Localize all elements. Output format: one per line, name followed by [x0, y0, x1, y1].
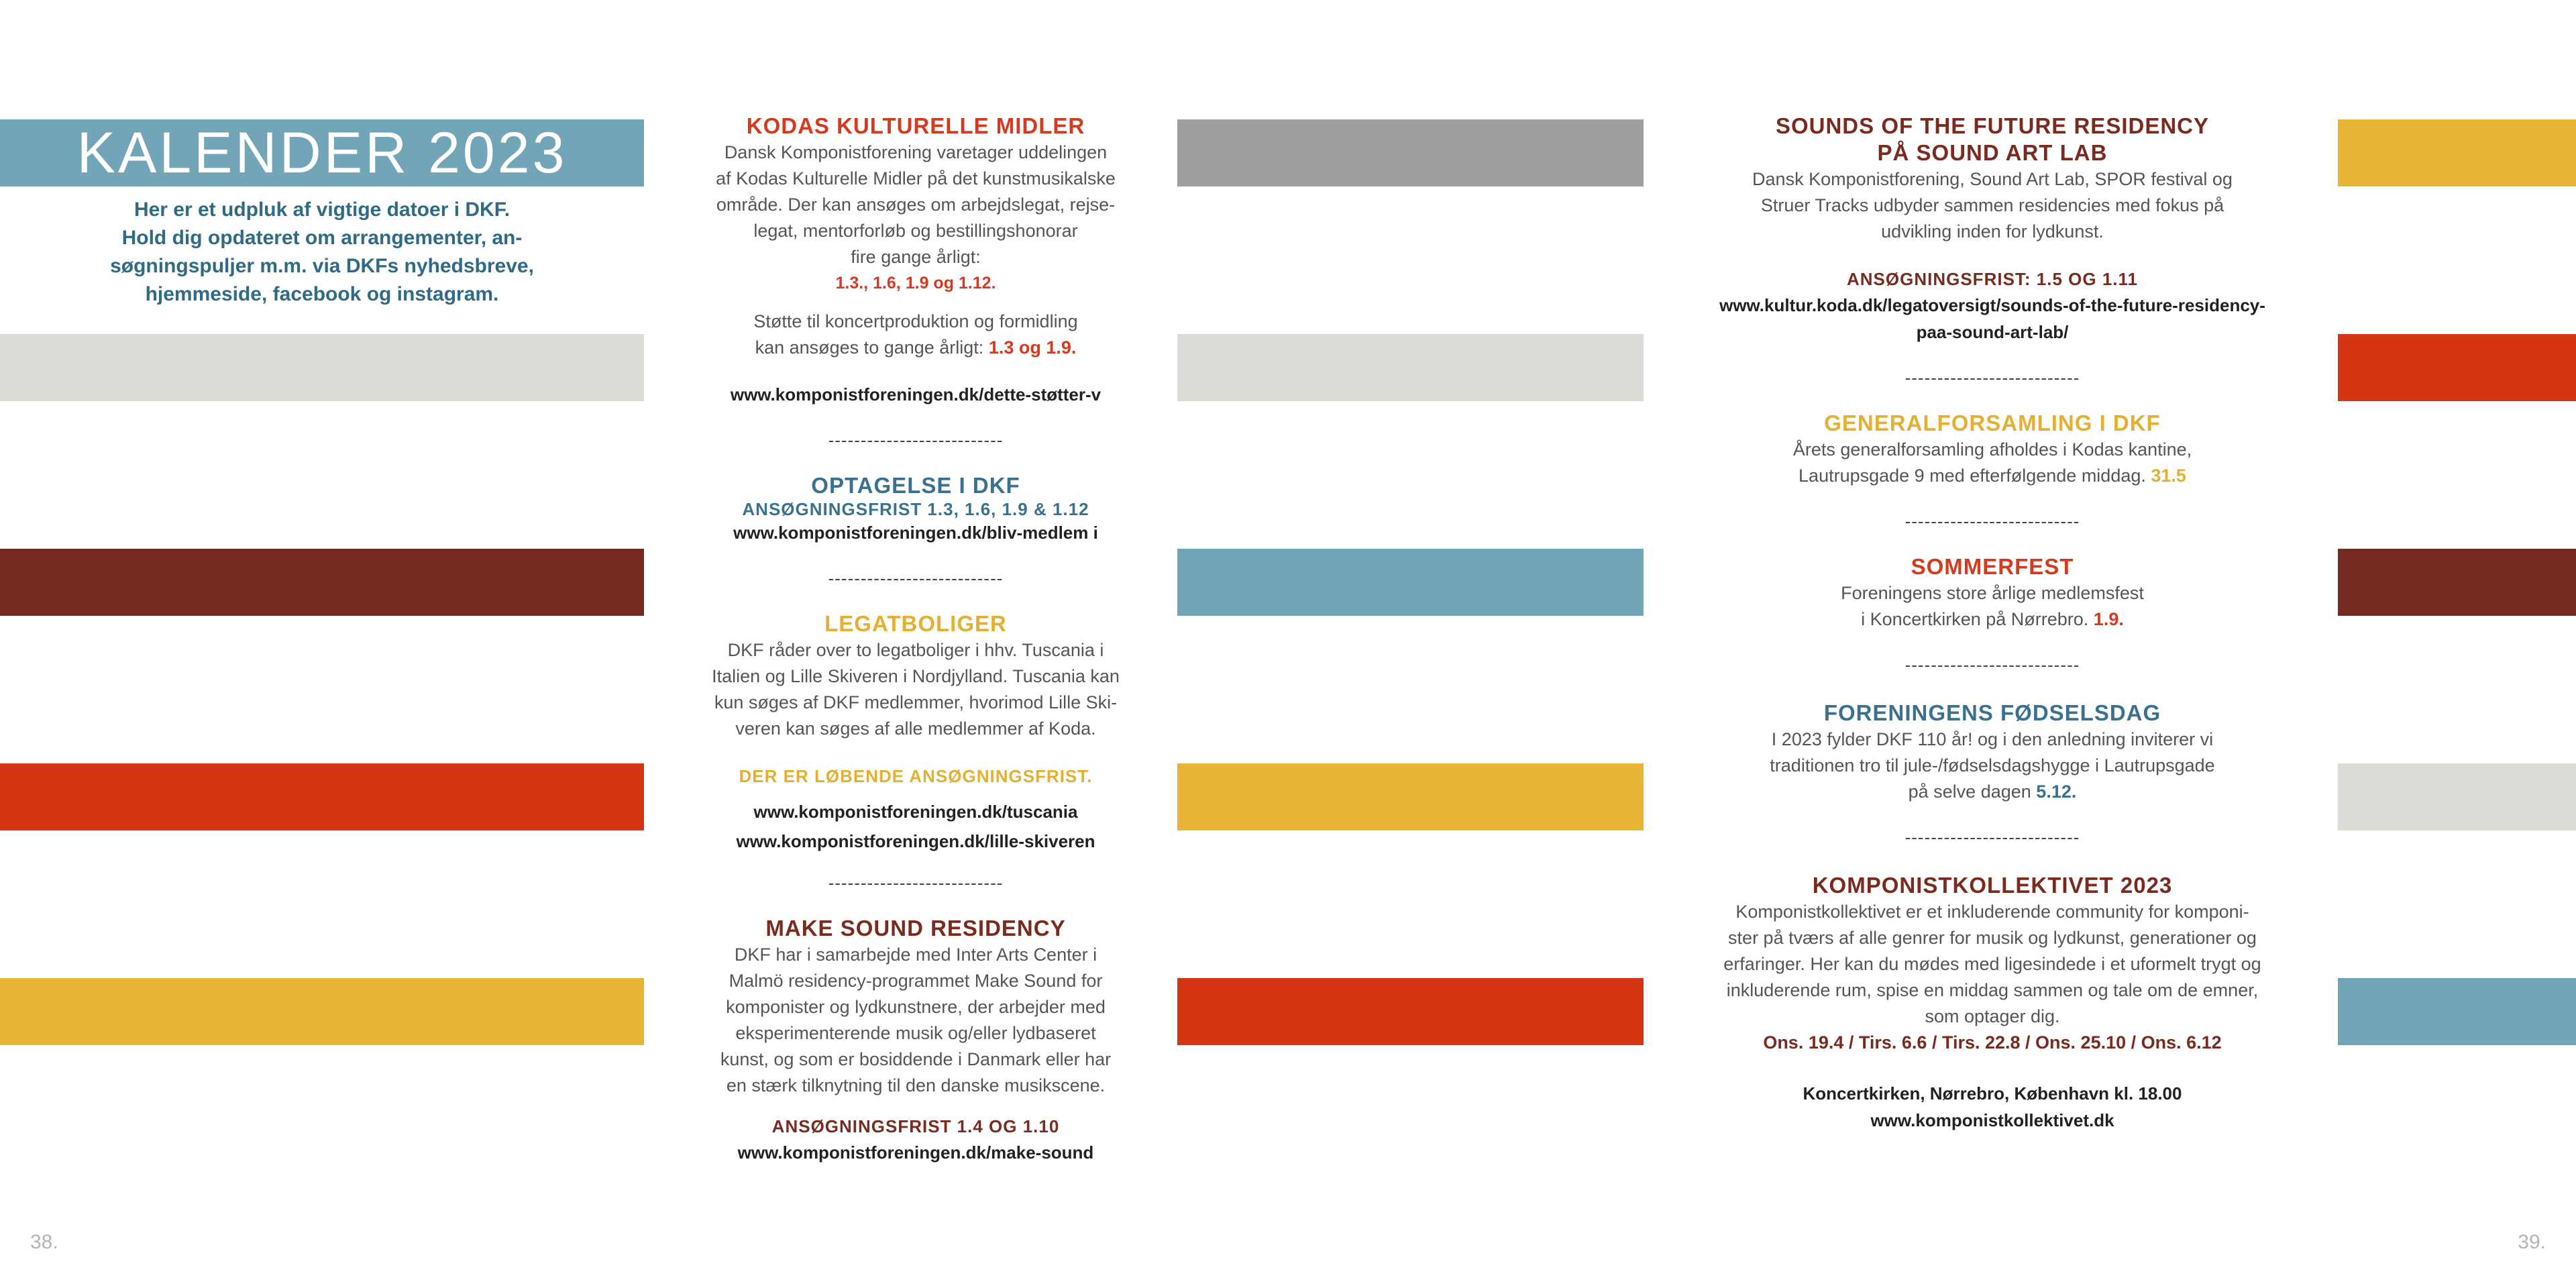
color-band-right-blue — [2338, 978, 2576, 1045]
legatboliger-heading: LEGATBOLIGER — [824, 611, 1007, 636]
legatboliger-deadline: DER ER LØBENDE ANSØGNINGSFRIST. — [739, 766, 1093, 786]
color-band-mid-gold — [1177, 763, 1644, 830]
kollektivet-venue: Koncertkirken, Nørrebro, København kl. 18.00 — [1803, 1083, 2182, 1104]
make-sound-link[interactable]: www.komponistforeningen.dk/make-sound — [737, 1142, 1094, 1163]
fodselsdag-body: I 2023 fylder DKF 110 år! og i den anledning inviterer vi traditionen tro til jule-/fødselsdagshygge i Lautrupsgade på selve dagen 5.12. — [1770, 729, 2215, 802]
column-middle — [678, 113, 1154, 1166]
fodselsdag-date: 5.12. — [2036, 782, 2077, 802]
lille-skiveren-link[interactable]: www.komponistforeningen.dk/lille-skiveren — [736, 831, 1095, 851]
sounds-future-heading: SOUNDS OF THE FUTURE RESIDENCY PÅ SOUND ART LAB — [1775, 113, 2210, 165]
sommerfest-heading: SOMMERFEST — [1911, 554, 2074, 579]
color-band-left-gold — [0, 978, 644, 1045]
separator: --------------------------- — [1904, 368, 2080, 388]
separator: --------------------------- — [828, 430, 1004, 450]
kollektivet-dates: Ons. 19.4 / Tirs. 6.6 / Tirs. 22.8 / Ons. 25.10 / Ons. 6.12 — [1763, 1032, 2222, 1053]
tuscania-link[interactable]: www.komponistforeningen.dk/tuscania — [753, 802, 1078, 822]
separator: --------------------------- — [1904, 827, 2080, 847]
separator: --------------------------- — [828, 873, 1004, 893]
make-sound-heading: MAKE SOUND RESIDENCY — [765, 916, 1066, 941]
kodas-dates2: 1.3 og 1.9. — [988, 337, 1077, 358]
color-band-mid-light-grey — [1177, 334, 1644, 401]
kollektivet-heading: KOMPONISTKOLLEKTIVET 2023 — [1812, 873, 2173, 898]
color-band-right-light-grey — [2338, 763, 2576, 830]
optagelse-deadline: ANSØGNINGSFRIST 1.3, 1.6, 1.9 & 1.12 — [742, 499, 1089, 519]
color-band-mid-grey — [1177, 119, 1644, 186]
kodas-heading: KODAS KULTURELLE MIDLER — [746, 113, 1085, 138]
fodselsdag-heading: FORENINGENS FØDSELSDAG — [1823, 700, 2161, 725]
separator: --------------------------- — [1904, 655, 2080, 675]
color-band-right-red — [2338, 334, 2576, 401]
page-number-right: 39. — [2518, 1231, 2546, 1253]
separator: --------------------------- — [828, 568, 1004, 588]
color-band-mid-blue — [1177, 549, 1644, 616]
generalforsamling-heading: GENERALFORSAMLING I DKF — [1824, 411, 2161, 435]
color-band-left-red — [0, 763, 644, 830]
color-band-mid-red — [1177, 978, 1644, 1045]
generalforsamling-body: Årets generalforsamling afholdes i Kodas kantine, Lautrupsgade 9 med efterfølgende middag. 31.5 — [1792, 439, 2192, 486]
kodas-dates: 1.3., 1.6, 1.9 og 1.12. — [835, 274, 996, 292]
kodas-link[interactable]: www.komponistforeningen.dk/dette-støtter-v — [730, 384, 1102, 405]
kodas-body2: Støtte til koncertproduktion og formidling kan ansøges to gange årligt: 1.3 og 1.9. — [753, 311, 1078, 358]
separator: --------------------------- — [1904, 511, 2080, 531]
sounds-future-body: Dansk Komponistforening, Sound Art Lab, SPOR festival og Struer Tracks udbyder sammen residencies med fokus på udvikling inden for lydkunst. — [1752, 169, 2233, 241]
legatboliger-body: DKF råder over to legatboliger i hhv. Tuscania i Italien og Lille Skiveren i Nordjylland. Tuscania kan kun søges af DKF medlemmer, hvorimod Lille Ski- veren kan søges af alle medlemmer af Koda. — [712, 640, 1120, 739]
column-right — [1670, 113, 2314, 1134]
sommerfest-body: Foreningens store årlige medlemsfest i Koncertkirken på Nørrebro. 1.9. — [1841, 583, 2144, 629]
kollektivet-body: Komponistkollektivet er et inkluderende community for komponi- ster på tværs af alle genrer for musik og lydkunst, generationer og erfaringer. Her kan du mødes med ligesindede i et uformelt trygt og inkluderende rum, spise en middag sammen og tale om de emner, som optager dig. — [1723, 902, 2261, 1026]
sommerfest-date: 1.9. — [2093, 609, 2124, 629]
optagelse-link[interactable]: www.komponistforeningen.dk/bliv-medlem i — [733, 523, 1098, 543]
page-number-left: 38. — [30, 1231, 58, 1253]
color-band-left-maroon — [0, 549, 644, 616]
generalforsamling-date: 31.5 — [2151, 466, 2186, 486]
color-band-right-gold — [2338, 119, 2576, 186]
calendar-title: KALENDER 2023 — [0, 119, 644, 186]
kodas-body: Dansk Komponistforening varetager uddelingen af Kodas Kulturelle Midler på det kunstmusikalske område. Der kan ansøges om arbejdslegat, rejse- legat, mentorforløb og bestillingshonorar fire gange årligt: — [716, 142, 1116, 267]
sounds-future-link[interactable]: www.kultur.koda.dk/legatoversigt/sounds-of-the-future-residency- paa-sound-art-lab/ — [1719, 295, 2265, 342]
optagelse-heading: OPTAGELSE I DKF — [811, 473, 1020, 498]
kollektivet-link[interactable]: www.komponistkollektivet.dk — [1870, 1110, 2114, 1130]
sounds-future-deadline: ANSØGNINGSFRIST: 1.5 OG 1.11 — [1847, 269, 2138, 289]
make-sound-deadline: ANSØGNINGSFRIST 1.4 OG 1.10 — [771, 1116, 1060, 1136]
color-band-right-maroon — [2338, 549, 2576, 616]
calendar-intro: Her er et udpluk af vigtige datoer i DKF. Hold dig opdateret om arrangementer, an- søgningspuljer m.m. via DKFs nyhedsbreve, hjemmeside, facebook og instagram. — [110, 199, 534, 305]
color-band-left-grey — [0, 334, 644, 401]
make-sound-body: DKF har i samarbejde med Inter Arts Center i Malmö residency-programmet Make Sound for komponister og lydkunstnere, der arbejder med eksperimenterende musik og/eller lydbaseret kunst, og som er bosiddende i Danmark eller har en stærk tilknytning til den danske musikscene. — [720, 945, 1112, 1095]
